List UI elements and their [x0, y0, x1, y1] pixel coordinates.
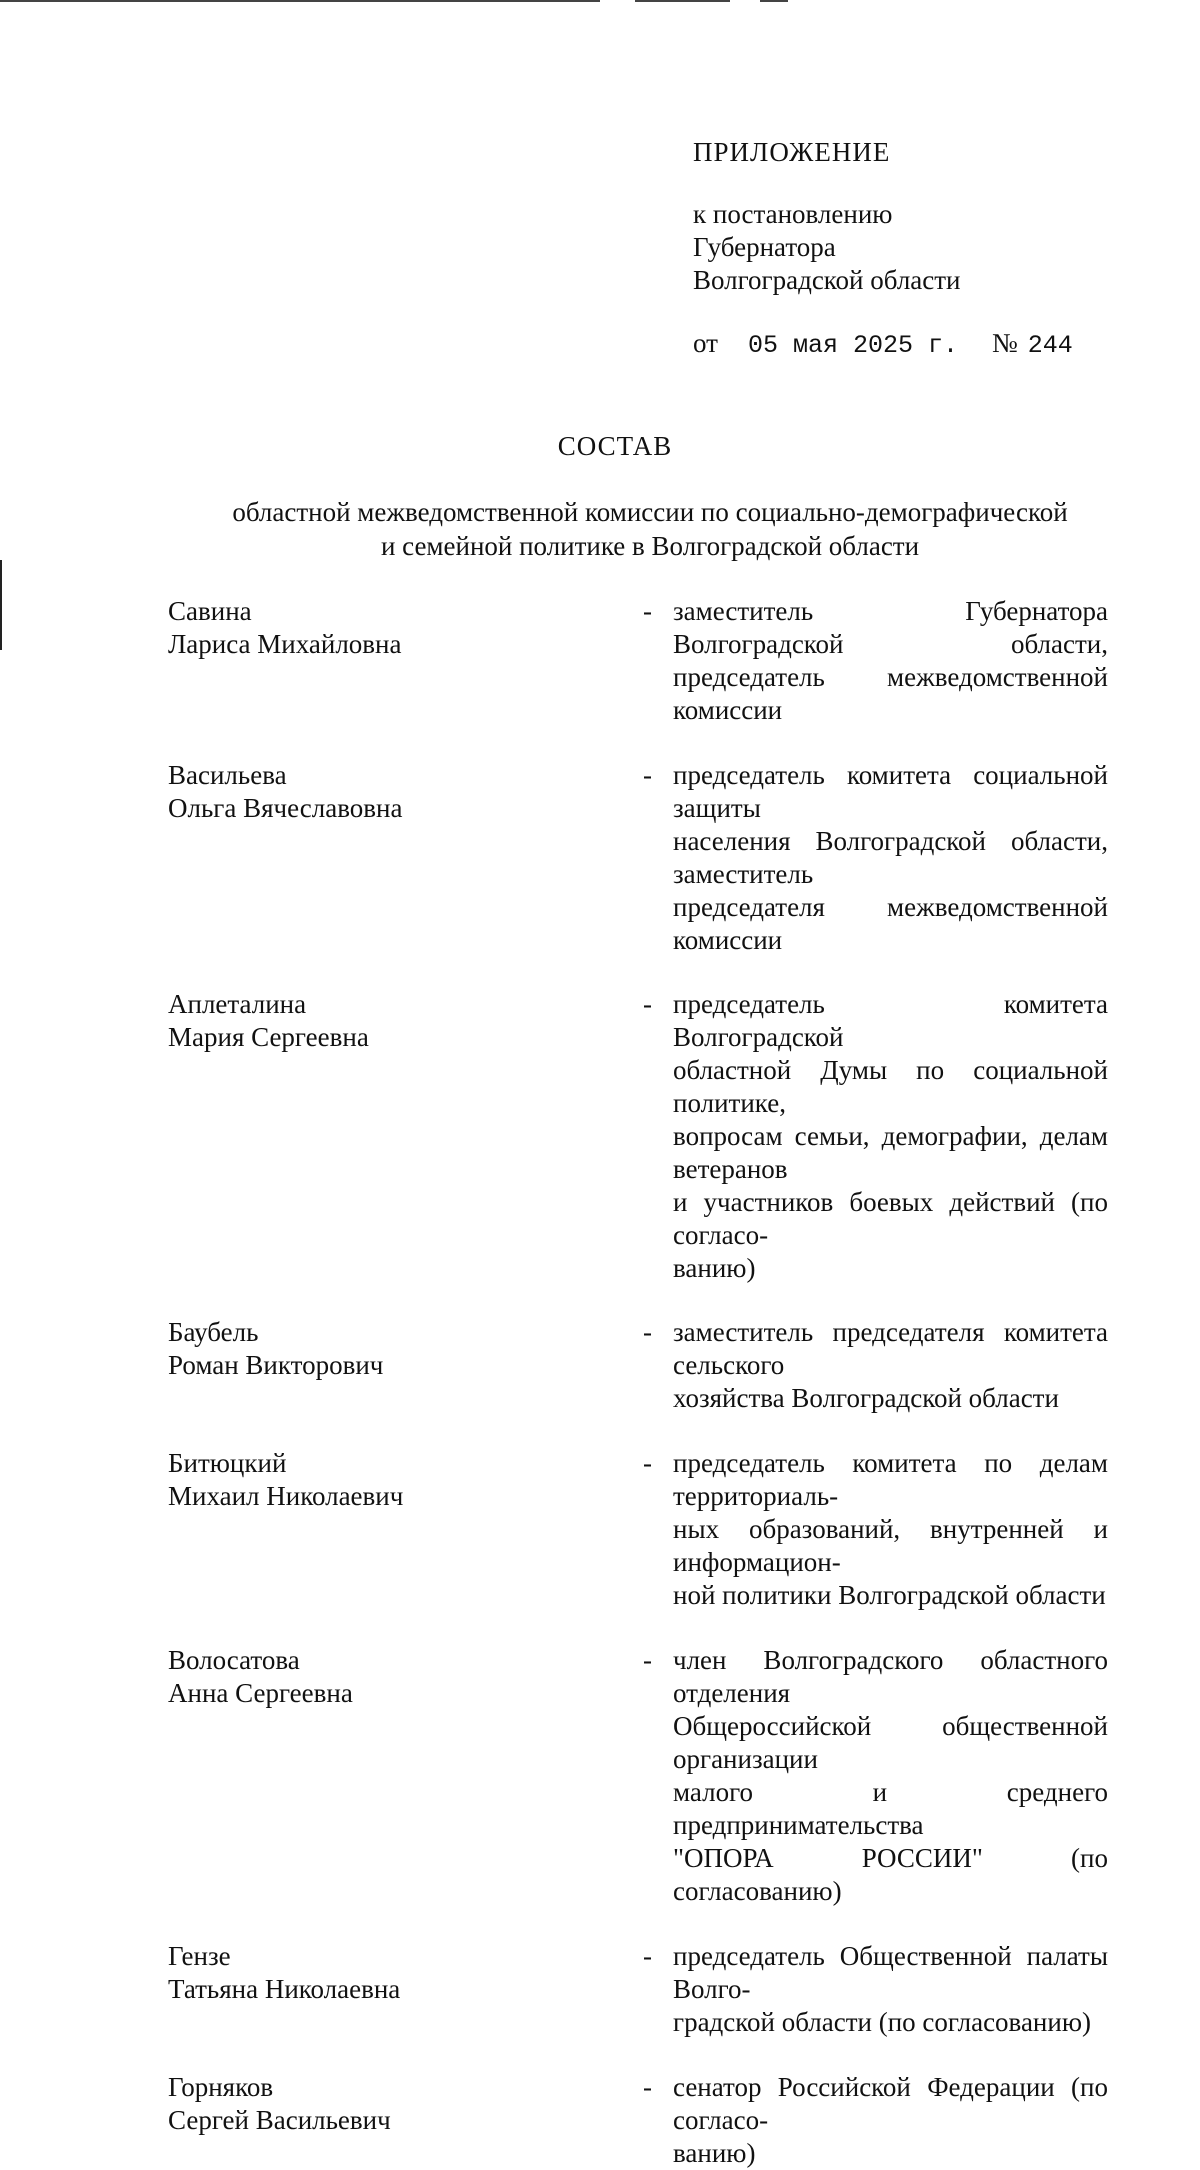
member-given-name: Ольга Вячеславовна	[168, 793, 403, 823]
role-line: председатель комитета социальной защиты	[673, 760, 1108, 823]
member-entry	[168, 1644, 1108, 1908]
member-role	[673, 595, 1108, 727]
member-surname: Баубель	[168, 1317, 259, 1347]
number-sign: №	[992, 328, 1018, 358]
document-title: СОСТАВ	[557, 431, 673, 461]
member-name	[168, 988, 488, 1285]
role-line: населения Волгоградской области, заместитель	[673, 826, 1108, 889]
member-entry	[168, 1940, 1108, 2039]
role-line: областной Думы по социальной политике,	[673, 1055, 1108, 1118]
role-line: заместитель председателя комитета сельского	[673, 1317, 1108, 1380]
member-given-name: Лариса Михайловна	[168, 629, 402, 659]
member-role	[673, 1940, 1108, 2039]
role-line: ных образований, внутренней и информацион-	[673, 1514, 1108, 1577]
member-surname: Горняков	[168, 2072, 274, 2102]
role-line: председатель межведомственной комиссии	[673, 662, 1108, 725]
member-name	[168, 1644, 488, 1908]
scan-artifact-line	[0, 0, 600, 2]
member-role	[673, 1316, 1108, 1415]
member-role	[673, 1644, 1108, 1908]
member-surname: Волосатова	[168, 1645, 300, 1675]
subtitle-line: и семейной политике в Волгоградской области	[380, 531, 920, 561]
role-line: и участников боевых действий (по согласо-	[673, 1187, 1108, 1250]
appendix-reference	[693, 198, 1113, 297]
role-line: градской области (по согласованию)	[673, 2007, 1091, 2037]
member-entry	[168, 1316, 1108, 1415]
member-given-name: Мария Сергеевна	[168, 1022, 369, 1052]
member-given-name: Анна Сергеевна	[168, 1678, 353, 1708]
member-name	[168, 1316, 488, 1415]
member-dash: -	[643, 1645, 652, 1675]
member-given-name: Сергей Васильевич	[168, 2105, 391, 2135]
member-role	[673, 2071, 1108, 2170]
role-line: председатель комитета по делам территориаль-	[673, 1448, 1108, 1511]
date-prefix: от	[693, 328, 718, 358]
member-role	[673, 988, 1108, 1285]
appendix-title: ПРИЛОЖЕНИЕ	[693, 137, 891, 167]
member-given-name: Роман Викторович	[168, 1350, 384, 1380]
member-surname: Васильева	[168, 760, 287, 790]
role-line: ванию)	[673, 2138, 756, 2168]
appendix-line: Волгоградской области	[693, 265, 961, 295]
role-line: председатель комитета Волгоградской	[673, 989, 1108, 1052]
scan-artifact-line	[635, 0, 730, 2]
member-entry	[168, 595, 1108, 727]
member-given-name: Михаил Николаевич	[168, 1481, 404, 1511]
appendix-header	[693, 136, 1113, 362]
role-line: ванию)	[673, 1253, 756, 1283]
member-name	[168, 2071, 488, 2170]
role-line: председателя межведомственной комиссии	[673, 892, 1108, 955]
appendix-line: к постановлению	[693, 199, 893, 229]
appendix-line: Губернатора	[693, 232, 836, 262]
member-role	[673, 1447, 1108, 1612]
member-list	[168, 595, 1108, 2170]
member-entry	[168, 988, 1108, 1285]
scan-edge-mark	[0, 560, 2, 650]
member-surname: Савина	[168, 596, 252, 626]
role-line: хозяйства Волгоградской области	[673, 1383, 1059, 1413]
member-dash: -	[643, 1317, 652, 1347]
role-line: "ОПОРА РОССИИ" (по согласованию)	[673, 1843, 1108, 1906]
role-line: вопросам семьи, демографии, делам ветеранов	[673, 1121, 1108, 1184]
member-name	[168, 595, 488, 727]
role-line: сенатор Российской Федерации (по согласо-	[673, 2072, 1108, 2135]
member-entry	[168, 759, 1108, 957]
member-name	[168, 759, 488, 957]
member-dash: -	[643, 1448, 652, 1478]
member-entry	[168, 2071, 1108, 2170]
member-entry	[168, 1447, 1108, 1612]
scan-artifact-line	[760, 0, 788, 2]
member-dash: -	[643, 596, 652, 626]
appendix-date-line	[693, 327, 1113, 362]
member-dash: -	[643, 989, 652, 1019]
decree-date: 05 мая 2025 г.	[747, 331, 958, 360]
member-surname: Битюцкий	[168, 1448, 287, 1478]
member-name	[168, 1447, 488, 1612]
member-given-name: Татьяна Николаевна	[168, 1974, 401, 2004]
decree-number: 244	[1027, 331, 1073, 360]
member-name	[168, 1940, 488, 2039]
member-role	[673, 759, 1108, 957]
subtitle-line: областной межведомственной комиссии по социально-демографической	[232, 497, 1068, 527]
role-line: Общероссийской общественной организации	[673, 1711, 1108, 1774]
document-subtitle	[170, 495, 1130, 563]
member-dash: -	[643, 2072, 652, 2102]
member-dash: -	[643, 1941, 652, 1971]
member-surname: Аплеталина	[168, 989, 307, 1019]
member-dash: -	[643, 760, 652, 790]
role-line: ной политики Волгоградской области	[673, 1580, 1106, 1610]
member-surname: Гензе	[168, 1941, 231, 1971]
role-line: заместитель Губернатора Волгоградской области,	[673, 596, 1108, 659]
role-line: член Волгоградского областного отделения	[673, 1645, 1108, 1708]
role-line: председатель Общественной палаты Волго-	[673, 1941, 1108, 2004]
role-line: малого и среднего предпринимательства	[673, 1777, 1108, 1840]
